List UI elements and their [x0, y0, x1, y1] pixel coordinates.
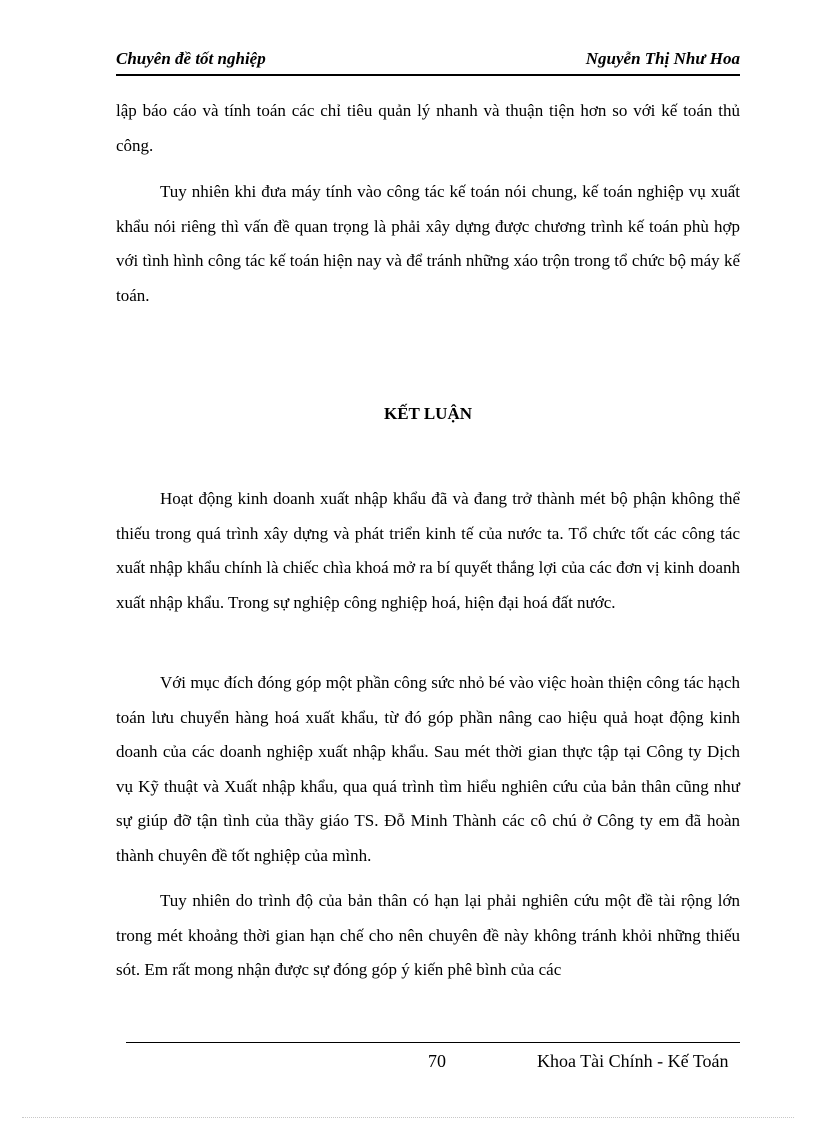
header-document-title: Chuyên đề tốt nghiệp [116, 49, 266, 68]
paragraph-text: Hoạt động kinh doanh xuất nhập khẩu đã và đang trở thành mét bộ phận không thể thiếu trong quá trình xây dựng và phát triển kinh tế của nước ta. Tổ chức tốt các công tác xuất nhập khẩu chính là chiếc chìa khoá mở ra bí quyết thắng lợi của các đơn vị kinh doanh xuất nhập khẩu. Trong sự nghiệp công nghiệp hoá, hiện đại hoá đất nước. [116, 489, 740, 612]
paragraph-text: lập báo cáo và tính toán các chỉ tiêu quản lý nhanh và thuận tiện hơn so với kế toán thủ công. [116, 101, 740, 155]
page-header [116, 44, 740, 76]
paragraph-conclusion-2 [116, 666, 740, 873]
paragraph-conclusion-3 [116, 884, 740, 988]
paragraph-continued [116, 94, 740, 163]
paragraph-computerization [116, 175, 740, 313]
footer-department: Khoa Tài Chính - Kế Toán [537, 1051, 729, 1071]
paragraph-text: Với mục đích đóng góp một phần công sức nhỏ bé vào việc hoàn thiện công tác hạch toán lưu chuyển hàng hoá xuất khẩu, từ đó góp phần nâng cao hiệu quả hoạt động kinh doanh của các doanh nghiệp xuất nhập khẩu. Sau mét thời gian thực tập tại Công ty Dịch vụ Kỹ thuật và Xuất nhập khẩu, qua quá trình tìm hiểu nghiên cứu của bản thân cũng như sự giúp đỡ tận tình của thầy giáo TS. Đỗ Minh Thành các cô chú ở Công ty em đã hoàn thành chuyên đề tốt nghiệp của mình. [116, 673, 740, 865]
page-number: 70 [428, 1051, 446, 1071]
paragraph-text: Tuy nhiên do trình độ của bản thân có hạn lại phải nghiên cứu một đề tài rộng lớn trong mét khoảng thời gian hạn chế cho nên chuyên đề này không tránh khỏi những thiếu sót. Em rất mong nhận được sự đóng góp ý kiến phê bình của các [116, 891, 740, 979]
paragraph-text: Tuy nhiên khi đưa máy tính vào công tác kế toán nói chung, kế toán nghiệp vụ xuất khẩu nói riêng thì vấn đề quan trọng là phải xây dựng được chương trình kế toán phù hợp với tình hình công tác kế toán hiện nay và để tránh những xáo trộn trong tổ chức bộ máy kế toán. [116, 182, 740, 305]
section-heading: KẾT LUẬN [383, 404, 472, 423]
footer-divider [126, 1042, 740, 1043]
paragraph-conclusion-1 [116, 482, 740, 620]
header-author-name: Nguyễn Thị Như Hoa [585, 49, 740, 68]
page-bottom-border [22, 1117, 794, 1118]
